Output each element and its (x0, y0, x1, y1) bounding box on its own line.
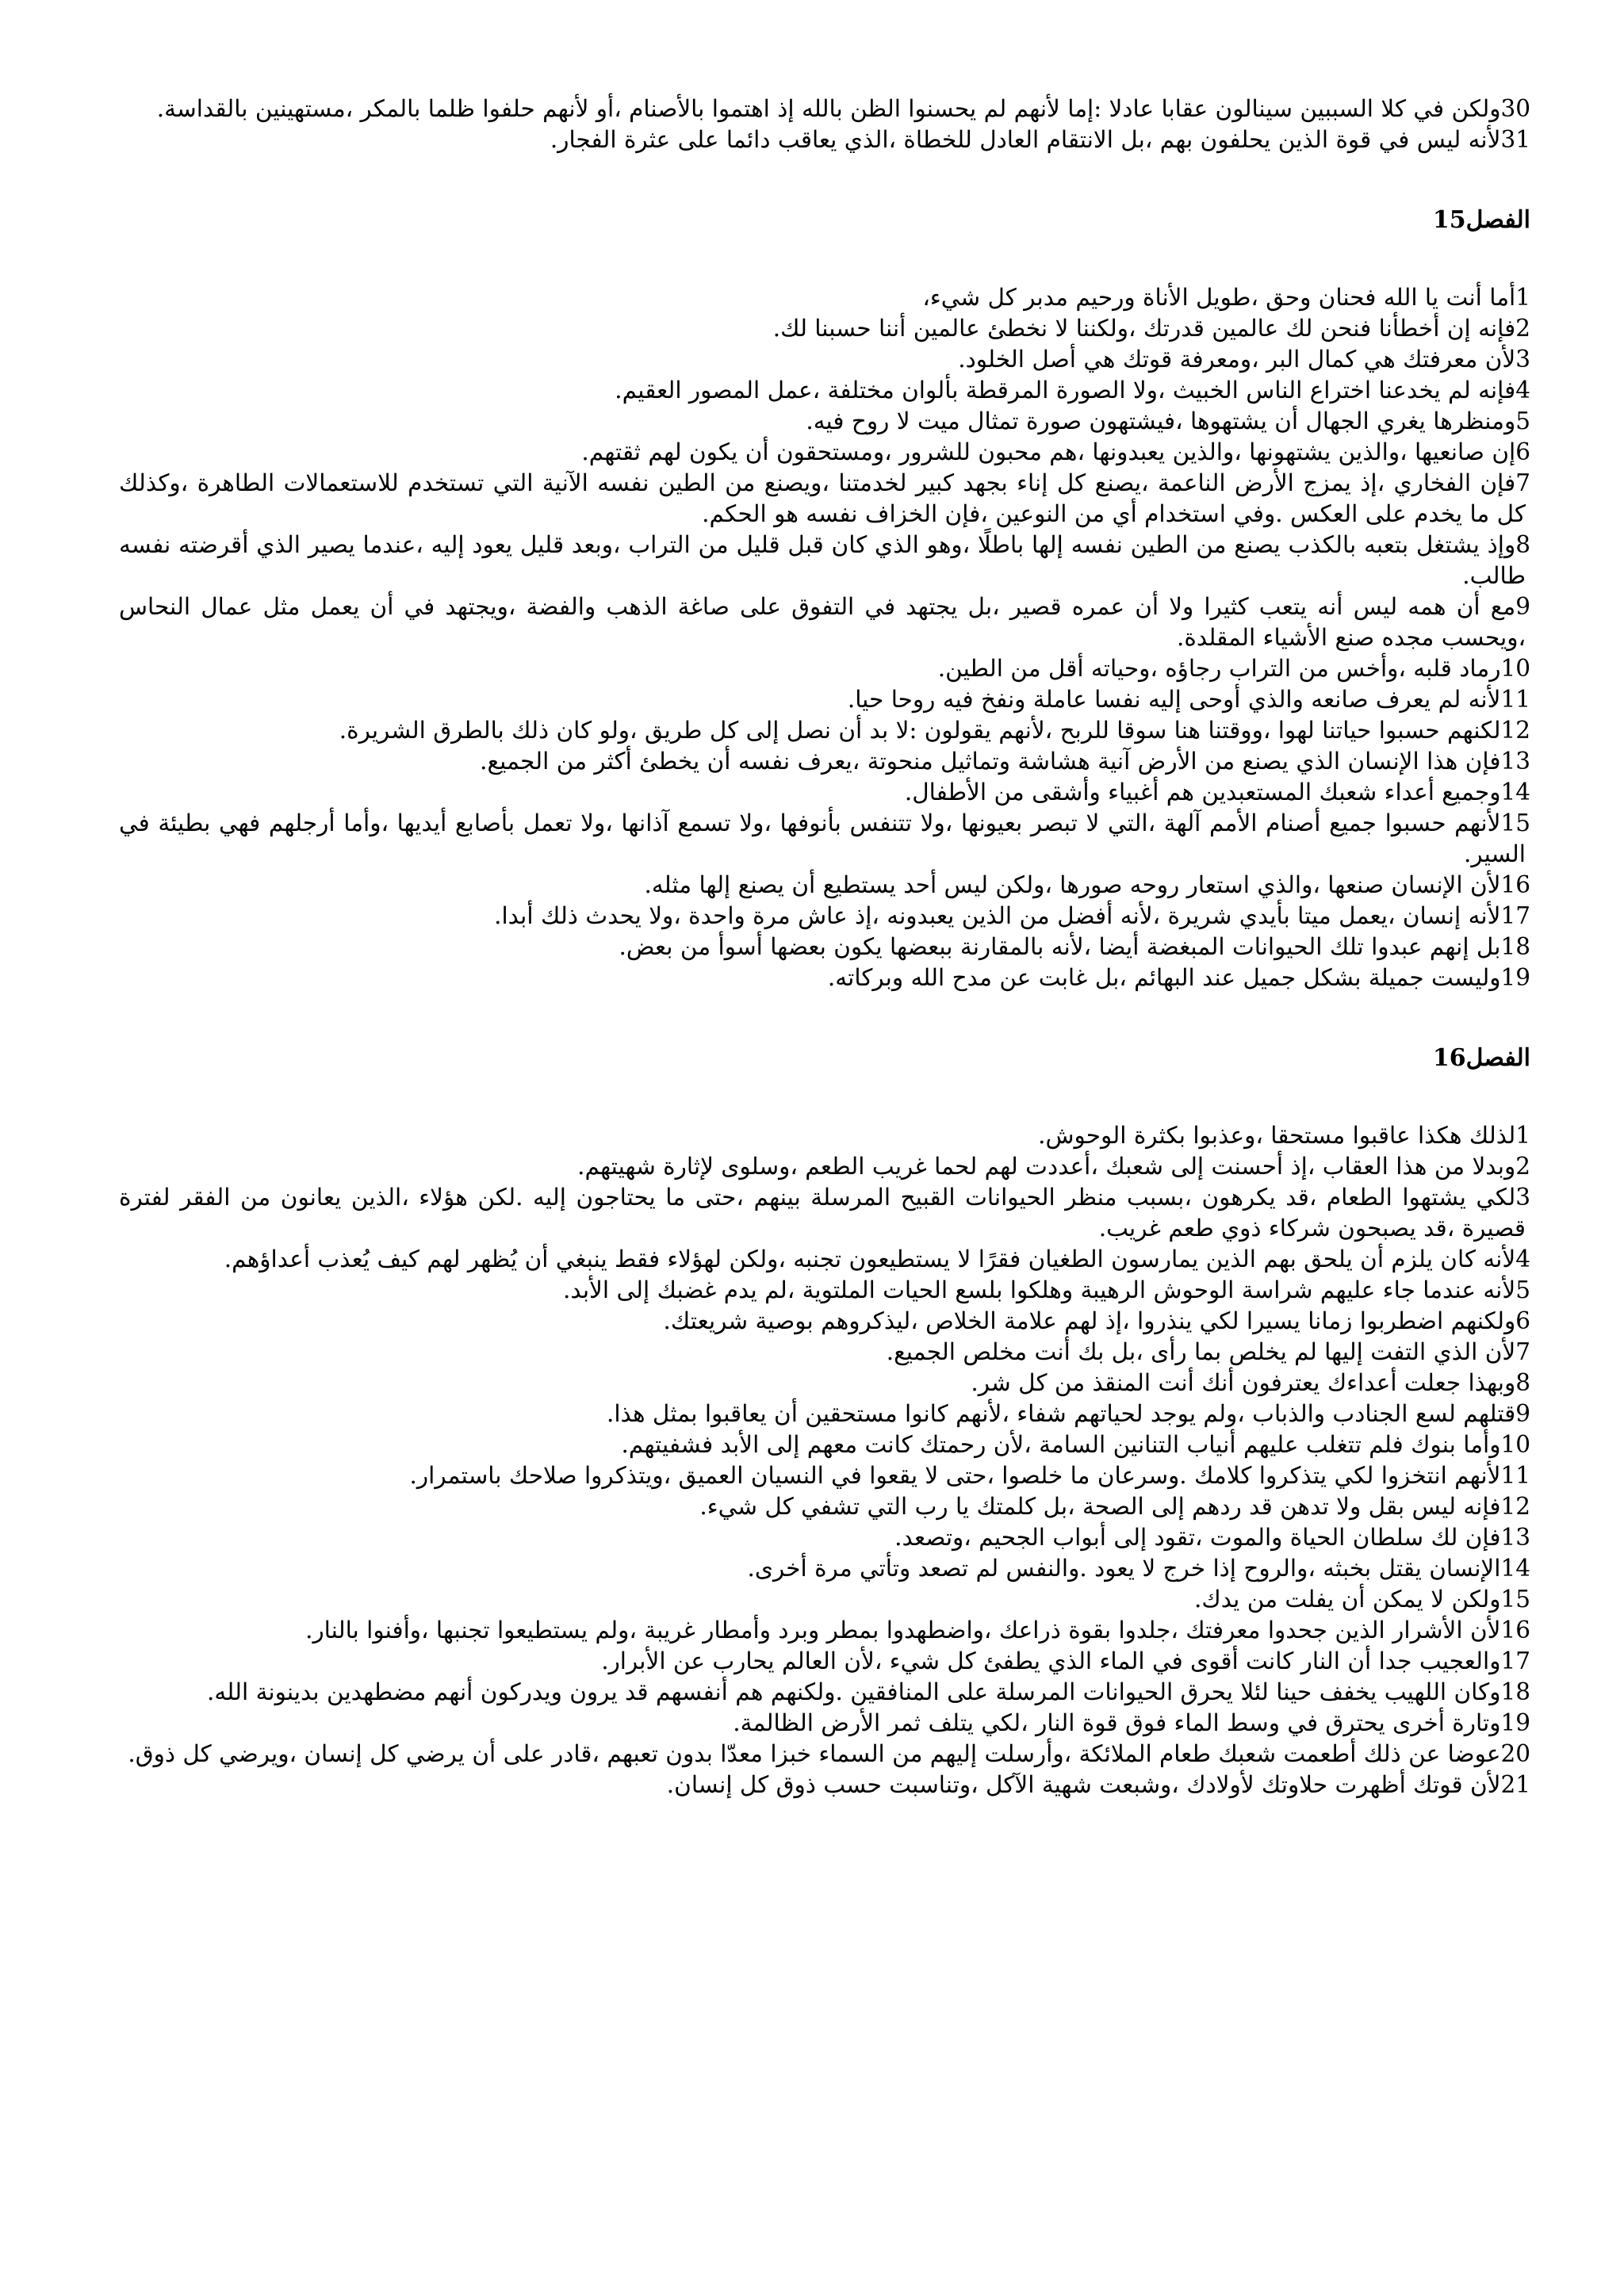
verse (119, 1306, 1530, 1337)
verse-text: لأن الأشرار الذين جحدوا معرفتك ،جلدوا بقوة ذراعك ،واضطهدوا بمطر وبرد وأمطار غريبة ،ولم يستطيعوا تجنبها ،وأفنوا بالنار. (305, 1617, 1501, 1644)
verse (119, 344, 1530, 375)
verse (119, 777, 1530, 808)
verse-text: فإن هذا الإنسان الذي يصنع من الأرض آنية هشاشة وتماثيل منحوتة ،يعرف نفسه أن يخطئ أكثر من الجميع. (480, 748, 1501, 775)
verse-number: 8 (1515, 531, 1530, 558)
verse-number: 5 (1515, 1276, 1530, 1303)
chapter-heading: الفصل16 (1432, 1044, 1530, 1072)
verse-number: 7 (1515, 469, 1530, 496)
verse (119, 1275, 1530, 1306)
verse-text: إن صانعيها ،والذين يشتهونها ،والذين يعبدونها ،هم محبون للشرور ،ومستحقون أن يكون لهم ثقتهم. (581, 438, 1516, 465)
verse (119, 468, 1530, 530)
verse (119, 1739, 1530, 1770)
verse (119, 1151, 1530, 1182)
verse-text: وبدلا من هذا العقاب ،إذ أحسنت إلى شعبك ،أعددت لهم لحما غريب الطعم ،وسلوى لإثارة شهيتهم. (577, 1153, 1516, 1180)
verse (119, 1553, 1530, 1584)
verse-text: لأنه كان يلزم أن يلحق بهم الذين يمارسون الطغيان فقرًا لا يستطيعون تجنبه ،ولكن لهؤلاء فقط ينبغي أن يُظهر لهم كيف يُعذب أعداؤهم. (224, 1246, 1516, 1272)
verse-number: 30 (1500, 95, 1530, 122)
verse-number: 1 (1515, 1122, 1530, 1149)
verse-text: فإنه ليس بقل ولا تدهن قد ردهم إلى الصحة ،بل كلمتك يا رب التي تشفي كل شيء. (699, 1493, 1501, 1520)
verse-number: 19 (1500, 964, 1530, 991)
verse-text: فإنه لم يخدعنا اختراع الناس الخبيث ،ولا الصورة المرقطة بألوان مختلفة ،عمل المصور العقيم. (615, 377, 1516, 404)
verse-number: 13 (1500, 1524, 1530, 1551)
verse (119, 1120, 1530, 1151)
verse (119, 1244, 1530, 1275)
verse-number: 8 (1515, 1369, 1530, 1396)
verse-number: 10 (1500, 655, 1530, 682)
verse (119, 653, 1530, 684)
verse (119, 591, 1530, 653)
verse-number: 17 (1500, 902, 1530, 929)
verse-text: لأنه لم يعرف صانعه والذي أوحى إليه نفسا عاملة ونفخ فيه روحا حيا. (847, 686, 1501, 713)
verse-text: ومنظرها يغري الجهال أن يشتهوها ،فيشتهون صورة تمثال ميت لا روح فيه. (806, 408, 1516, 434)
verse-number: 2 (1515, 1153, 1530, 1180)
verse (119, 406, 1530, 437)
verse (119, 1491, 1530, 1522)
verse (119, 530, 1530, 591)
verse (119, 1368, 1530, 1399)
verse-text: لأنه إنسان ،يعمل ميتا بأيدي شريرة ،لأنه أفضل من الذين يعبدونه ،إذ عاش مرة واحدة ،ولا يحدث ذلك أبدا. (494, 902, 1501, 929)
verse (119, 1182, 1530, 1244)
verse-number: 19 (1500, 1709, 1530, 1736)
verse (119, 1677, 1530, 1708)
verse-text: رماد قلبه ،وأخس من التراب رجاؤه ،وحياته أقل من الطين. (937, 655, 1501, 682)
verse-number: 9 (1515, 1400, 1530, 1427)
verse (119, 684, 1530, 715)
verse-number: 13 (1500, 748, 1530, 775)
verse (119, 1429, 1530, 1460)
verse (119, 94, 1530, 124)
verse-text: لأنهم انتخزوا لكي يتذكروا كلامك .وسرعان ما خلصوا ،حتى لا يقعوا في النسيان العميق ،ويتذكروا صلاحك باستمرار. (409, 1462, 1501, 1489)
verse-text: ولكنهم اضطربوا زمانا يسيرا لكي ينذروا ،إذ لهم علامة الخلاص ،ليذكروهم بوصية شريعتك. (663, 1307, 1516, 1334)
verse-text: لأنه ليس في قوة الذين يحلفون بهم ،بل الانتقام العادل للخطاة ،الذي يعاقب دائما على عثرة الفجار. (550, 126, 1501, 153)
verse-text: مع أن همه ليس أنه يتعب كثيرا ولا أن عمره قصير ،بل يجتهد في التفوق على صاغة الذهب والفضة ،ويجتهد في أن يعمل مثل عمال النحاس ،ويحسب مجده صنع الأشياء المقلدة. (119, 593, 1526, 651)
verse-number: 18 (1500, 933, 1530, 960)
verse-text: لأنه عندما جاء عليهم شراسة الوحوش الرهيبة وهلكوا بلسع الحيات الملتوية ،لم يدم غضبك إلى الأبد. (562, 1276, 1516, 1303)
verse-number: 2 (1515, 315, 1530, 342)
verse-text: فإن لك سلطان الحياة والموت ،تقود إلى أبواب الجحيم ،وتصعد. (894, 1524, 1501, 1551)
verse (119, 313, 1530, 344)
verse (119, 124, 1530, 155)
verse-text: أما أنت يا الله فحنان وحق ،طويل الأناة ورحيم مدبر كل شيء، (922, 284, 1516, 311)
verse-number: 7 (1515, 1338, 1530, 1365)
verse-text: وكان اللهيب يخفف حينا لئلا يحرق الحيوانات المرسلة على المنافقين .ولكنهم هم أنفسهم قد يرون ويدركون أنهم مضطهدين بدينونة الله. (207, 1678, 1501, 1705)
verse-text: وجميع أعداء شعبك المستعبدين هم أغبياء وأشقى من الأطفال. (904, 779, 1501, 806)
verse (119, 1770, 1530, 1800)
verse-text: لأن الذي التفت إليها لم يخلص بما رأى ،بل بك أنت مخلص الجميع. (886, 1338, 1516, 1365)
verse (119, 437, 1530, 468)
verse (119, 715, 1530, 746)
verse-number: 15 (1500, 1586, 1530, 1613)
chapter-16 (119, 1043, 1530, 1800)
verse-text: فإن الفخاري ،إذ يمزج الأرض الناعمة ،يصنع كل إناء بجهد كبير لخدمتنا ،ويصنع من الطين نفسه الآنية التي تستخدم للاستعمالات الطاهرة ،وكذلك كل ما يخدم على العكس .وفي استخدام أي من النوعين ،فإن الخزاف نفسه هو الحكم. (119, 469, 1526, 527)
verse-text: ولكن لا يمكن أن يفلت من يدك. (1194, 1586, 1501, 1613)
verse-text: لكي يشتهوا الطعام ،قد يكرهون ،بسبب منظر الحيوانات القبيح المرسلة بينهم ،حتى ما يحتاجون إليه .لكن هؤلاء ،الذين يعانون من الفقر لفترة قصيرة ،قد يصبحون شركاء ذوي طعم غريب. (119, 1184, 1526, 1242)
verse (119, 1460, 1530, 1491)
verse-text: لأن الإنسان صنعها ،والذي استعار روحه صورها ،ولكن ليس أحد يستطيع أن يصنع إلها مثله. (644, 871, 1501, 898)
verse-text: ولكن في كلا السببين سينالون عقابا عادلا :إما لأنهم لم يحسنوا الظن بالله إذ اهتموا بالأصنام ،أو لأنهم حلفوا ظلما بالمكر ،مستهينين بالقداسة. (156, 95, 1501, 122)
verse-text: لكنهم حسبوا حياتنا لهوا ،ووقتنا هنا سوقا للربح ،لأنهم يقولون :لا بد أن نصل إلى كل طريق ،ولو كان ذلك بالطرق الشريرة. (339, 717, 1501, 744)
verse-number: 20 (1500, 1740, 1530, 1767)
verse-number: 5 (1515, 408, 1530, 434)
verse (119, 932, 1530, 962)
verse (119, 1646, 1530, 1677)
verse-number: 12 (1500, 1493, 1530, 1520)
verse-number: 4 (1515, 1246, 1530, 1272)
verse-text: وإذ يشتغل بتعبه بالكذب يصنع من الطين نفسه إلها باطلًا ،وهو الذي كان قبل قليل من التراب ،وبعد قليل يعود إليه ،عندما يصير الذي أقرضته نفسه طالب. (119, 531, 1526, 589)
verse-text: والعجيب جدا أن النار كانت أقوى في الماء الذي يطفئ كل شيء ،لأن العالم يحارب عن الأبرار. (601, 1647, 1501, 1674)
verse (119, 962, 1530, 993)
verse-text: لأن معرفتك هي كمال البر ،ومعرفة قوتك هي أصل الخلود. (958, 346, 1516, 373)
verse-number: 1 (1515, 284, 1530, 311)
verse-number: 10 (1500, 1431, 1530, 1458)
verse-text: وبهذا جعلت أعداءك يعترفون أنك أنت المنقذ من كل شر. (971, 1369, 1516, 1396)
verse-number: 6 (1515, 438, 1530, 465)
chapter-15 (119, 205, 1530, 993)
verse-text: وتارة أخرى يحترق في وسط الماء فوق قوة النار ،لكي يتلف ثمر الأرض الظالمة. (733, 1709, 1501, 1736)
verse-number: 16 (1500, 871, 1530, 898)
verse-number: 31 (1500, 126, 1530, 153)
verse-text: الإنسان يقتل بخبثه ،والروح إذا خرج لا يعود .والنفس لم تصعد وتأتي مرة أخرى. (747, 1555, 1501, 1582)
verse-number: 18 (1500, 1678, 1530, 1705)
verse-number: 21 (1500, 1771, 1530, 1798)
verse-text: فإنه إن أخطأنا فنحن لك عالمين قدرتك ،ولكننا لا نخطئ عالمين أننا حسبنا لك. (772, 315, 1516, 342)
document-page (119, 94, 1530, 1800)
verse (119, 1337, 1530, 1368)
verse (119, 1399, 1530, 1429)
chapter-heading: الفصل15 (1432, 206, 1530, 234)
verse-number: 11 (1500, 686, 1530, 713)
verse-number: 12 (1500, 717, 1530, 744)
verse-text: وأما بنوك فلم تتغلب عليهم أنياب التنانين السامة ،لأن رحمتك كانت معهم إلى الأبد فشفيتهم. (621, 1431, 1501, 1458)
verse (119, 870, 1530, 901)
verse-text: وليست جميلة بشكل جميل عند البهائم ،بل غابت عن مدح الله وبركاته. (827, 964, 1501, 991)
verse (119, 1522, 1530, 1553)
verse (119, 375, 1530, 406)
verse (119, 1584, 1530, 1615)
verse-number: 3 (1515, 346, 1530, 373)
verse (119, 746, 1530, 777)
verse-number: 16 (1500, 1617, 1530, 1644)
verse-number: 17 (1500, 1647, 1530, 1674)
verse-number: 14 (1500, 1555, 1530, 1582)
verse (119, 1708, 1530, 1739)
verse-number: 11 (1500, 1462, 1530, 1489)
intro-verses (119, 94, 1530, 155)
verse (119, 282, 1530, 313)
verse-number: 4 (1515, 377, 1530, 404)
verse-text: قتلهم لسع الجنادب والذباب ،ولم يوجد لحياتهم شفاء ،لأنهم كانوا مستحقين أن يعاقبوا بمثل هذا. (606, 1400, 1516, 1427)
verse-text: لأن قوتك أظهرت حلاوتك لأولادك ،وشبعت شهية الآكل ،وتناسبت حسب ذوق كل إنسان. (666, 1771, 1501, 1798)
verse-text: بل إنهم عبدوا تلك الحيوانات المبغضة أيضا ،لأنه بالمقارنة ببعضها يكون بعضها أسوأ من بعض. (619, 933, 1501, 960)
verse-number: 9 (1515, 593, 1530, 620)
verse-text: لأنهم حسبوا جميع أصنام الأمم آلهة ،التي لا تبصر بعيونها ،ولا تتنفس بأنوفها ،ولا تسمع آذانها ،ولا تعمل بأصابع أيديها ،وأما أرجلهم فهي بطيئة في السير. (119, 809, 1526, 867)
verse (119, 1615, 1530, 1646)
verse-number: 3 (1515, 1184, 1530, 1211)
verse-number: 15 (1500, 809, 1530, 836)
verse-text: لذلك هكذا عاقبوا مستحقا ،وعذبوا بكثرة الوحوش. (1038, 1122, 1516, 1149)
verse-number: 14 (1500, 779, 1530, 806)
verse-text: عوضا عن ذلك أطعمت شعبك طعام الملائكة ،وأرسلت إليهم من السماء خبزا معدّا بدون تعبهم ،قادر على أن يرضي كل إنسان ،ويرضي كل ذوق. (128, 1740, 1501, 1767)
verse (119, 901, 1530, 932)
verse-number: 6 (1515, 1307, 1530, 1334)
verse (119, 808, 1530, 870)
